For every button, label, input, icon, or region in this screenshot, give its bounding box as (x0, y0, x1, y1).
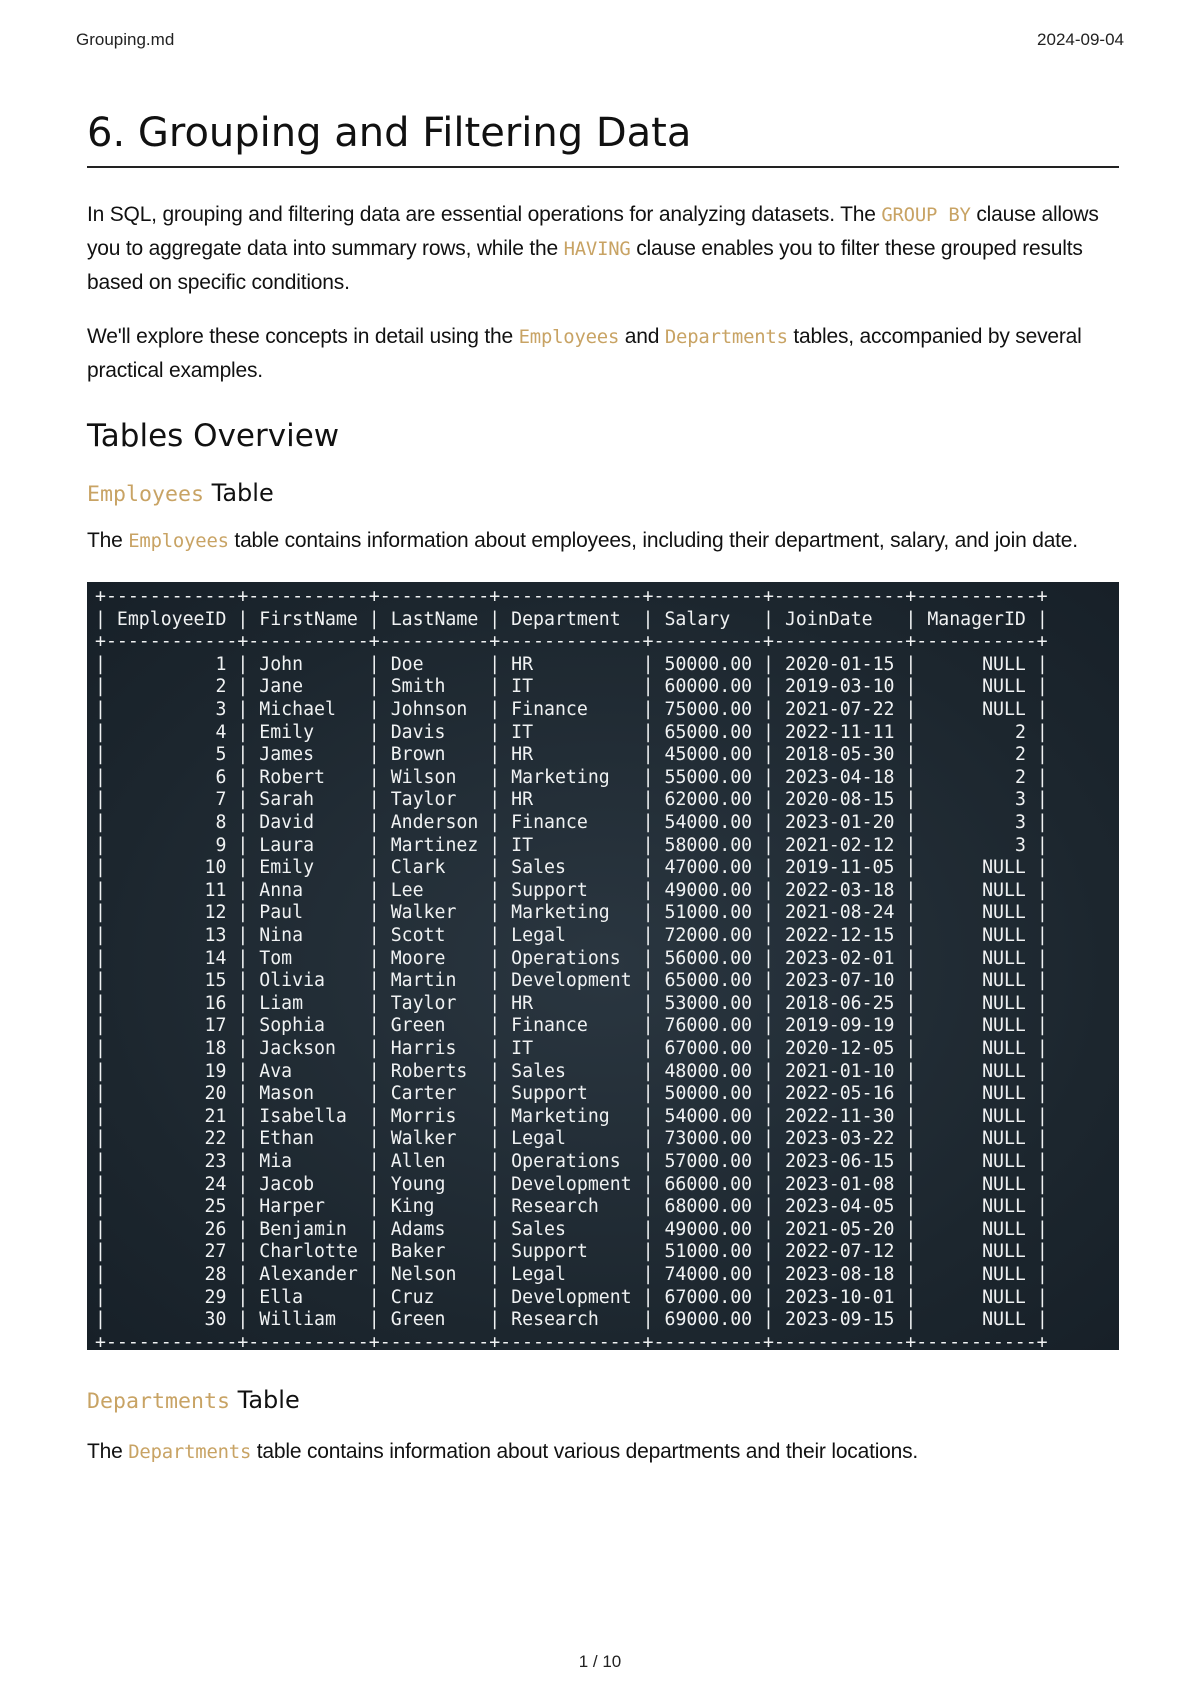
table-cell: David (259, 812, 315, 834)
table-cell: 1 (215, 653, 227, 675)
text-span: table contains information about various departments and their locations. (251, 1440, 919, 1463)
table-cell: 6 (215, 766, 227, 788)
table-cell: 2 (1014, 721, 1026, 743)
table-cell: Lee (390, 879, 424, 901)
table-cell: Finance (511, 699, 588, 721)
column-header: EmployeeID (116, 608, 227, 630)
table-cell: Johnson (390, 699, 468, 721)
table-cell: 25 (204, 1196, 227, 1218)
table-cell: Support (511, 879, 588, 901)
table-cell: 2019-09-19 (784, 1015, 895, 1037)
text-span: and (619, 325, 665, 348)
table-cell: NULL (982, 1105, 1026, 1127)
table-cell: NULL (982, 857, 1026, 879)
table-cell: NULL (982, 1218, 1026, 1240)
departments-description (87, 1435, 1119, 1469)
table-cell: 2020-01-15 (784, 653, 895, 675)
table-cell: NULL (982, 676, 1026, 698)
table-cell: Research (511, 1309, 599, 1331)
table-cell: 26 (204, 1218, 227, 1240)
subsection-heading-departments (87, 1386, 1119, 1415)
table-cell: 76000.00 (664, 1015, 753, 1037)
table-cell: Charlotte (259, 1241, 358, 1263)
table-cell: Green (390, 1309, 446, 1331)
table-cell: NULL (982, 1173, 1026, 1195)
table-cell: Sophia (259, 1015, 325, 1037)
intro-paragraph-1 (87, 198, 1119, 300)
table-cell: Carter (390, 1083, 457, 1105)
table-cell: Martinez (390, 834, 479, 856)
table-cell: 14 (204, 947, 227, 969)
table-cell: Research (511, 1196, 599, 1218)
table-cell: 58000.00 (664, 834, 753, 856)
table-cell: 55000.00 (664, 766, 753, 788)
table-cell: NULL (982, 1241, 1026, 1263)
table-cell: 24 (204, 1173, 227, 1195)
table-cell: 73000.00 (664, 1128, 753, 1150)
table-cell: Green (390, 1015, 446, 1037)
table-cell: Development (511, 970, 632, 992)
column-header: Salary (664, 608, 731, 630)
table-cell: NULL (982, 970, 1026, 992)
table-cell: Sarah (259, 789, 315, 811)
table-cell: Ava (259, 1060, 293, 1082)
table-cell: HR (511, 789, 534, 811)
table-cell: NULL (982, 1083, 1026, 1105)
table-cell: 2022-07-12 (784, 1241, 895, 1263)
table-cell: Jacob (259, 1173, 315, 1195)
table-cell: 72000.00 (664, 925, 753, 946)
table-cell: Sales (511, 1060, 566, 1082)
table-cell: Wilson (390, 766, 457, 788)
table-cell: Alexander (259, 1263, 358, 1285)
table-cell: 2021-07-22 (784, 699, 895, 721)
table-cell: 68000.00 (664, 1196, 753, 1218)
inline-code-group-by: GROUP BY (881, 204, 971, 226)
table-cell: 2023-02-01 (784, 947, 895, 969)
table-cell: 2020-12-05 (784, 1037, 895, 1059)
table-cell: Mia (259, 1150, 293, 1172)
table-cell: IT (511, 676, 534, 698)
table-cell: Ethan (259, 1128, 315, 1150)
table-cell: IT (511, 1037, 534, 1059)
table-cell: Nelson (390, 1263, 457, 1285)
inline-code-having: HAVING (563, 238, 631, 260)
document-content (87, 110, 1119, 1469)
table-cell: 67000.00 (664, 1286, 753, 1308)
table-cell: NULL (982, 902, 1026, 924)
table-cell: Cruz (390, 1286, 435, 1308)
table-cell: Emily (259, 857, 315, 879)
table-cell: Adams (390, 1218, 446, 1240)
table-cell: NULL (982, 1309, 1026, 1331)
table-cell: 3 (1014, 812, 1026, 834)
table-cell: Support (511, 1083, 588, 1105)
table-cell: NULL (982, 1015, 1026, 1037)
table-cell: 12 (204, 902, 227, 924)
table-cell: Development (511, 1173, 632, 1195)
table-cell: 7 (215, 789, 227, 811)
text-span: In SQL, grouping and filtering data are essential operations for analyzing datasets. The (87, 203, 882, 226)
table-cell: Operations (511, 947, 621, 969)
table-cell: Davis (390, 721, 446, 743)
table-cell: Ella (259, 1286, 304, 1308)
page-number: 1 / 10 (578, 1652, 622, 1671)
table-cell: HR (511, 744, 534, 766)
table-cell: 62000.00 (664, 789, 753, 811)
table-cell: 69000.00 (664, 1309, 753, 1331)
table-cell: 27 (204, 1241, 227, 1263)
document-filename: Grouping.md (76, 30, 175, 49)
table-cell: Tom (259, 947, 293, 969)
table-cell: NULL (982, 947, 1026, 969)
table-cell: Legal (511, 1263, 566, 1285)
table-cell: 2022-12-15 (784, 925, 895, 946)
table-cell: Jackson (259, 1037, 336, 1059)
table-cell: 10 (204, 857, 227, 879)
page-title: 6. Grouping and Filtering Data (87, 110, 1119, 168)
table-cell: Robert (259, 766, 325, 788)
inline-code-departments: Departments (128, 1441, 252, 1463)
table-cell: Taylor (390, 789, 457, 811)
table-cell: Harris (390, 1037, 457, 1059)
column-header: FirstName (259, 608, 358, 630)
table-cell: 9 (215, 834, 227, 856)
table-cell: Nina (259, 925, 304, 946)
table-cell: Anna (259, 879, 304, 901)
table-cell: 2023-04-05 (784, 1196, 895, 1218)
table-cell: Walker (390, 1128, 457, 1150)
employees-table-screenshot (87, 582, 1119, 1353)
table-cell: Clark (390, 857, 446, 879)
table-cell: HR (511, 653, 534, 675)
table-cell: Baker (390, 1241, 446, 1263)
table-cell: Isabella (259, 1105, 347, 1127)
table-cell: 49000.00 (664, 1218, 753, 1240)
intro-paragraph-2 (87, 320, 1119, 388)
table-cell: 2022-11-30 (784, 1105, 895, 1127)
table-cell: 4 (215, 721, 227, 743)
table-cell: 18 (204, 1037, 227, 1059)
table-cell: Roberts (390, 1060, 468, 1082)
table-cell: William (259, 1309, 336, 1331)
text-span: clause allows you to aggregate data into summary rows, while the (87, 203, 1099, 260)
table-cell: Marketing (511, 902, 610, 924)
table-cell: 29 (204, 1286, 227, 1308)
table-cell: 19 (204, 1060, 227, 1082)
table-cell: 2019-03-10 (784, 676, 895, 698)
table-cell: Benjamin (259, 1218, 347, 1240)
table-cell: 15 (204, 970, 227, 992)
table-cell: 2019-11-05 (784, 857, 895, 879)
table-cell: NULL (982, 1286, 1026, 1308)
column-header: JoinDate (784, 608, 873, 630)
table-cell: 3 (215, 699, 227, 721)
table-cell: Sales (511, 857, 566, 879)
table-cell: 2023-01-08 (784, 1173, 895, 1195)
table-cell: 28 (204, 1263, 227, 1285)
table-cell: Support (511, 1241, 588, 1263)
table-cell: 2021-05-20 (784, 1218, 895, 1240)
table-cell: Operations (511, 1150, 621, 1172)
table-cell: Finance (511, 812, 588, 834)
table-cell: Brown (390, 744, 446, 766)
table-cell: NULL (982, 1037, 1026, 1059)
table-cell: John (259, 653, 304, 675)
table-cell: 3 (1014, 789, 1026, 811)
employees-description (87, 524, 1119, 558)
table-cell: Walker (390, 902, 457, 924)
table-cell: Taylor (390, 992, 457, 1014)
text-span: The (87, 1440, 129, 1463)
table-cell: 21 (204, 1105, 227, 1127)
column-header: Department (511, 608, 621, 630)
table-cell: 2023-06-15 (784, 1150, 895, 1172)
heading-code-departments: Departments (87, 1389, 231, 1415)
table-cell: 2022-11-11 (784, 721, 895, 743)
table-cell: 2 (1014, 766, 1026, 788)
table-cell: 2021-08-24 (784, 902, 895, 924)
table-cell: 51000.00 (664, 1241, 753, 1263)
table-cell: Smith (390, 676, 446, 698)
table-cell: IT (511, 721, 534, 743)
table-cell: 65000.00 (664, 721, 753, 743)
table-cell: 2023-08-18 (784, 1263, 895, 1285)
table-cell: Doe (390, 653, 424, 675)
table-cell: Marketing (511, 766, 610, 788)
table-cell: 50000.00 (664, 1083, 753, 1105)
table-cell: 2023-07-10 (784, 970, 895, 992)
table-cell: 65000.00 (664, 970, 753, 992)
table-cell: NULL (982, 1060, 1026, 1082)
table-cell: 2023-09-15 (784, 1309, 895, 1331)
table-cell: Moore (390, 947, 446, 969)
table-cell: 2023-03-22 (784, 1128, 895, 1150)
heading-text: Table (204, 479, 274, 508)
table-cell: Emily (259, 721, 315, 743)
table-cell: 56000.00 (664, 947, 753, 969)
table-cell: 57000.00 (664, 1150, 753, 1172)
table-cell: 22 (204, 1128, 227, 1150)
table-cell: 17 (204, 1015, 227, 1037)
text-span: tables, accompanied by several practical examples. (87, 325, 1082, 382)
table-cell: 2023-10-01 (784, 1286, 895, 1308)
table-cell: Martin (390, 970, 457, 992)
table-cell: 2018-06-25 (784, 992, 895, 1014)
table-cell: 49000.00 (664, 879, 753, 901)
table-cell: 66000.00 (664, 1173, 753, 1195)
table-cell: 2023-04-18 (784, 766, 895, 788)
table-cell: NULL (982, 925, 1026, 946)
inline-code-employees: Employees (128, 530, 229, 553)
table-cell: Scott (390, 925, 446, 946)
table-cell: NULL (982, 1128, 1026, 1150)
table-cell: NULL (982, 699, 1026, 721)
table-cell: Anderson (390, 812, 479, 834)
table-cell: 47000.00 (664, 857, 753, 879)
text-span: table contains information about employees, including their department, salary, and join date. (228, 529, 1078, 553)
table-cell: Laura (259, 834, 315, 856)
subsection-heading-employees (87, 479, 1119, 508)
table-cell: 5 (215, 744, 227, 766)
table-cell: 75000.00 (664, 699, 753, 721)
table-cell: 3 (1014, 834, 1026, 856)
table-cell: 48000.00 (664, 1060, 753, 1082)
table-cell: 30 (204, 1309, 227, 1331)
table-cell: NULL (982, 653, 1026, 675)
table-cell: Liam (259, 992, 304, 1014)
text-span: The (87, 529, 129, 553)
table-cell: 67000.00 (664, 1037, 753, 1059)
table-cell: Legal (511, 1128, 566, 1150)
table-cell: IT (511, 834, 534, 856)
table-cell: Michael (259, 699, 336, 721)
table-cell: 2021-02-12 (784, 834, 895, 856)
table-cell: NULL (982, 992, 1026, 1014)
heading-text: Table (230, 1386, 300, 1415)
table-cell: 2018-05-30 (784, 744, 895, 766)
table-cell: NULL (982, 1150, 1026, 1172)
table-cell: 20 (204, 1083, 227, 1105)
table-cell: Young (390, 1173, 446, 1195)
table-cell: 53000.00 (664, 992, 753, 1014)
table-cell: King (390, 1196, 435, 1218)
table-cell: NULL (982, 1196, 1026, 1218)
table-cell: 60000.00 (664, 676, 753, 698)
inline-code-employees: Employees (518, 326, 620, 348)
text-span: clause enables you to filter these grouped results based on specific conditions. (87, 237, 1083, 294)
document-date: 2024-09-04 (1037, 30, 1124, 49)
inline-code-departments: Departments (664, 326, 788, 348)
table-cell: 16 (204, 992, 227, 1014)
table-cell: Mason (259, 1083, 315, 1105)
section-heading-tables-overview: Tables Overview (87, 418, 340, 454)
table-cell: 2020-08-15 (784, 789, 895, 811)
table-cell: 45000.00 (664, 744, 753, 766)
table-cell: 2 (1014, 744, 1026, 766)
table-cell: 2022-05-16 (784, 1083, 895, 1105)
employees-ascii-table: +------------+-----------+----------+-------------+----------+------------+-----------+ | EmployeeID | FirstName | LastName | Department | Salary | JoinDate | ManagerID | +------------+-----------+----------+-------------+----------+------------+-----------+ | 1 | John | Doe | HR | 50000.00 | 2020-01-15 | NULL | | 2 | Jane | Smith | IT | 60000.00 | 2019-03-10 | NULL | | 3 | Michael | Johnson | Finance | 75000.00 | 2021-07-22 | NULL | | 4 | Emily | Davis | IT | 65000.00 | 2022-11-11 | 2 | | 5 | James | Brown | HR | 45000.00 | 2018-05-30 | 2 | | 6 | Robert | Wilson | Marketing | 55000.00 | 2023-04-18 | 2 | | 7 | Sarah | Taylor | HR | 62000.00 | 2020-08-15 | 3 | | 8 | David | Anderson | Finance | 54000.00 | 2023-01-20 | 3 | | 9 | Laura | Martinez | IT | 58000.00 | 2021-02-12 | 3 | | 10 | Emily | Clark | Sales | 47000.00 | 2019-11-05 | NULL | | 11 | Anna | Lee | Support | 49000.00 | 2022-03-18 | NULL | | 12 | Paul | Walker | Marketing | 51000.00 | 2021-08-24 | NULL | | 13 | Nina | Scott | Legal | 72000.00 | 2022-12-15 | NULL | | 14 | Tom | Moore | Operations | 56000.00 | 2023-02-01 | NULL | | 15 | Olivia | Martin | Development | 65000.00 | 2023-07-10 | NULL | | 16 | Liam | Taylor | HR | 53000.00 | 2018-06-25 | NULL | | 17 | Sophia | Green | Finance | 76000.00 | 2019-09-19 | NULL | | 18 | Jackson | Harris | IT | 67000.00 | 2020-12-05 | NULL | | 19 | Ava | Roberts | Sales | 48000.00 | 2021-01-10 | NULL | | 20 | Mason | Carter | Support | 50000.00 | 2022-05-16 | NULL | | 21 | Isabella | Morris | Marketing | 54000.00 | 2022-11-30 | NULL | | 22 | Ethan | Walker | Legal | 73000.00 | 2023-03-22 | NULL | | 23 | Mia | Allen | Operations | 57000.00 | 2023-06-15 | NULL | | 24 | Jacob | Young | Development | 66000.00 | 2023-01-08 | NULL | | 25 | Harper | King | Research | 68000.00 | 2023-04-05 | NULL | | 26 | Benjamin | Adams | Sales | 49000.00 | 2021-05-20 | NULL | | 27 | Charlotte | Baker | Support | 51000.00 | 2022-07-12 | NULL | | 28 | Alexander | Nelson | Legal | 74000.00 | 2023-08-18 | NULL | | 29 | Ella | Cruz | Development | 67000.00 | 2023-10-01 | NULL | | 30 | William | Green | Research | 69000.00 | 2023-09-15 | NULL | +------------+-----------+----------+-------------+----------+------------+-----------+ (95, 586, 1048, 1353)
table-cell: Jane (259, 676, 304, 698)
table-cell: 50000.00 (664, 653, 753, 675)
table-cell: Paul (259, 902, 304, 924)
table-cell: NULL (982, 879, 1026, 901)
table-cell: Development (511, 1286, 632, 1308)
table-cell: 8 (215, 812, 227, 834)
table-cell: 2 (215, 676, 227, 698)
table-cell: Marketing (511, 1105, 610, 1127)
table-cell: 23 (204, 1150, 227, 1172)
table-cell: 54000.00 (664, 812, 753, 834)
text-span: We'll explore these concepts in detail using the (87, 325, 519, 348)
table-cell: 11 (204, 879, 227, 901)
table-cell: Finance (511, 1015, 588, 1037)
table-cell: Harper (259, 1196, 325, 1218)
table-cell: 2023-01-20 (784, 812, 895, 834)
column-header: LastName (390, 608, 479, 630)
table-cell: Morris (390, 1105, 457, 1127)
table-cell: Sales (511, 1218, 566, 1240)
table-cell: NULL (982, 1263, 1026, 1285)
table-cell: 2022-03-18 (784, 879, 895, 901)
table-cell: 74000.00 (664, 1263, 753, 1285)
table-cell: 51000.00 (664, 902, 753, 924)
table-cell: Allen (390, 1150, 446, 1172)
column-header: ManagerID (927, 608, 1026, 630)
heading-code-employees: Employees (87, 482, 205, 508)
table-cell: James (259, 744, 315, 766)
table-cell: 13 (204, 925, 227, 946)
table-cell: Olivia (259, 970, 325, 992)
table-cell: HR (511, 992, 534, 1014)
table-cell: 2021-01-10 (784, 1060, 895, 1082)
table-cell: 54000.00 (664, 1105, 753, 1127)
table-cell: Legal (511, 925, 566, 946)
